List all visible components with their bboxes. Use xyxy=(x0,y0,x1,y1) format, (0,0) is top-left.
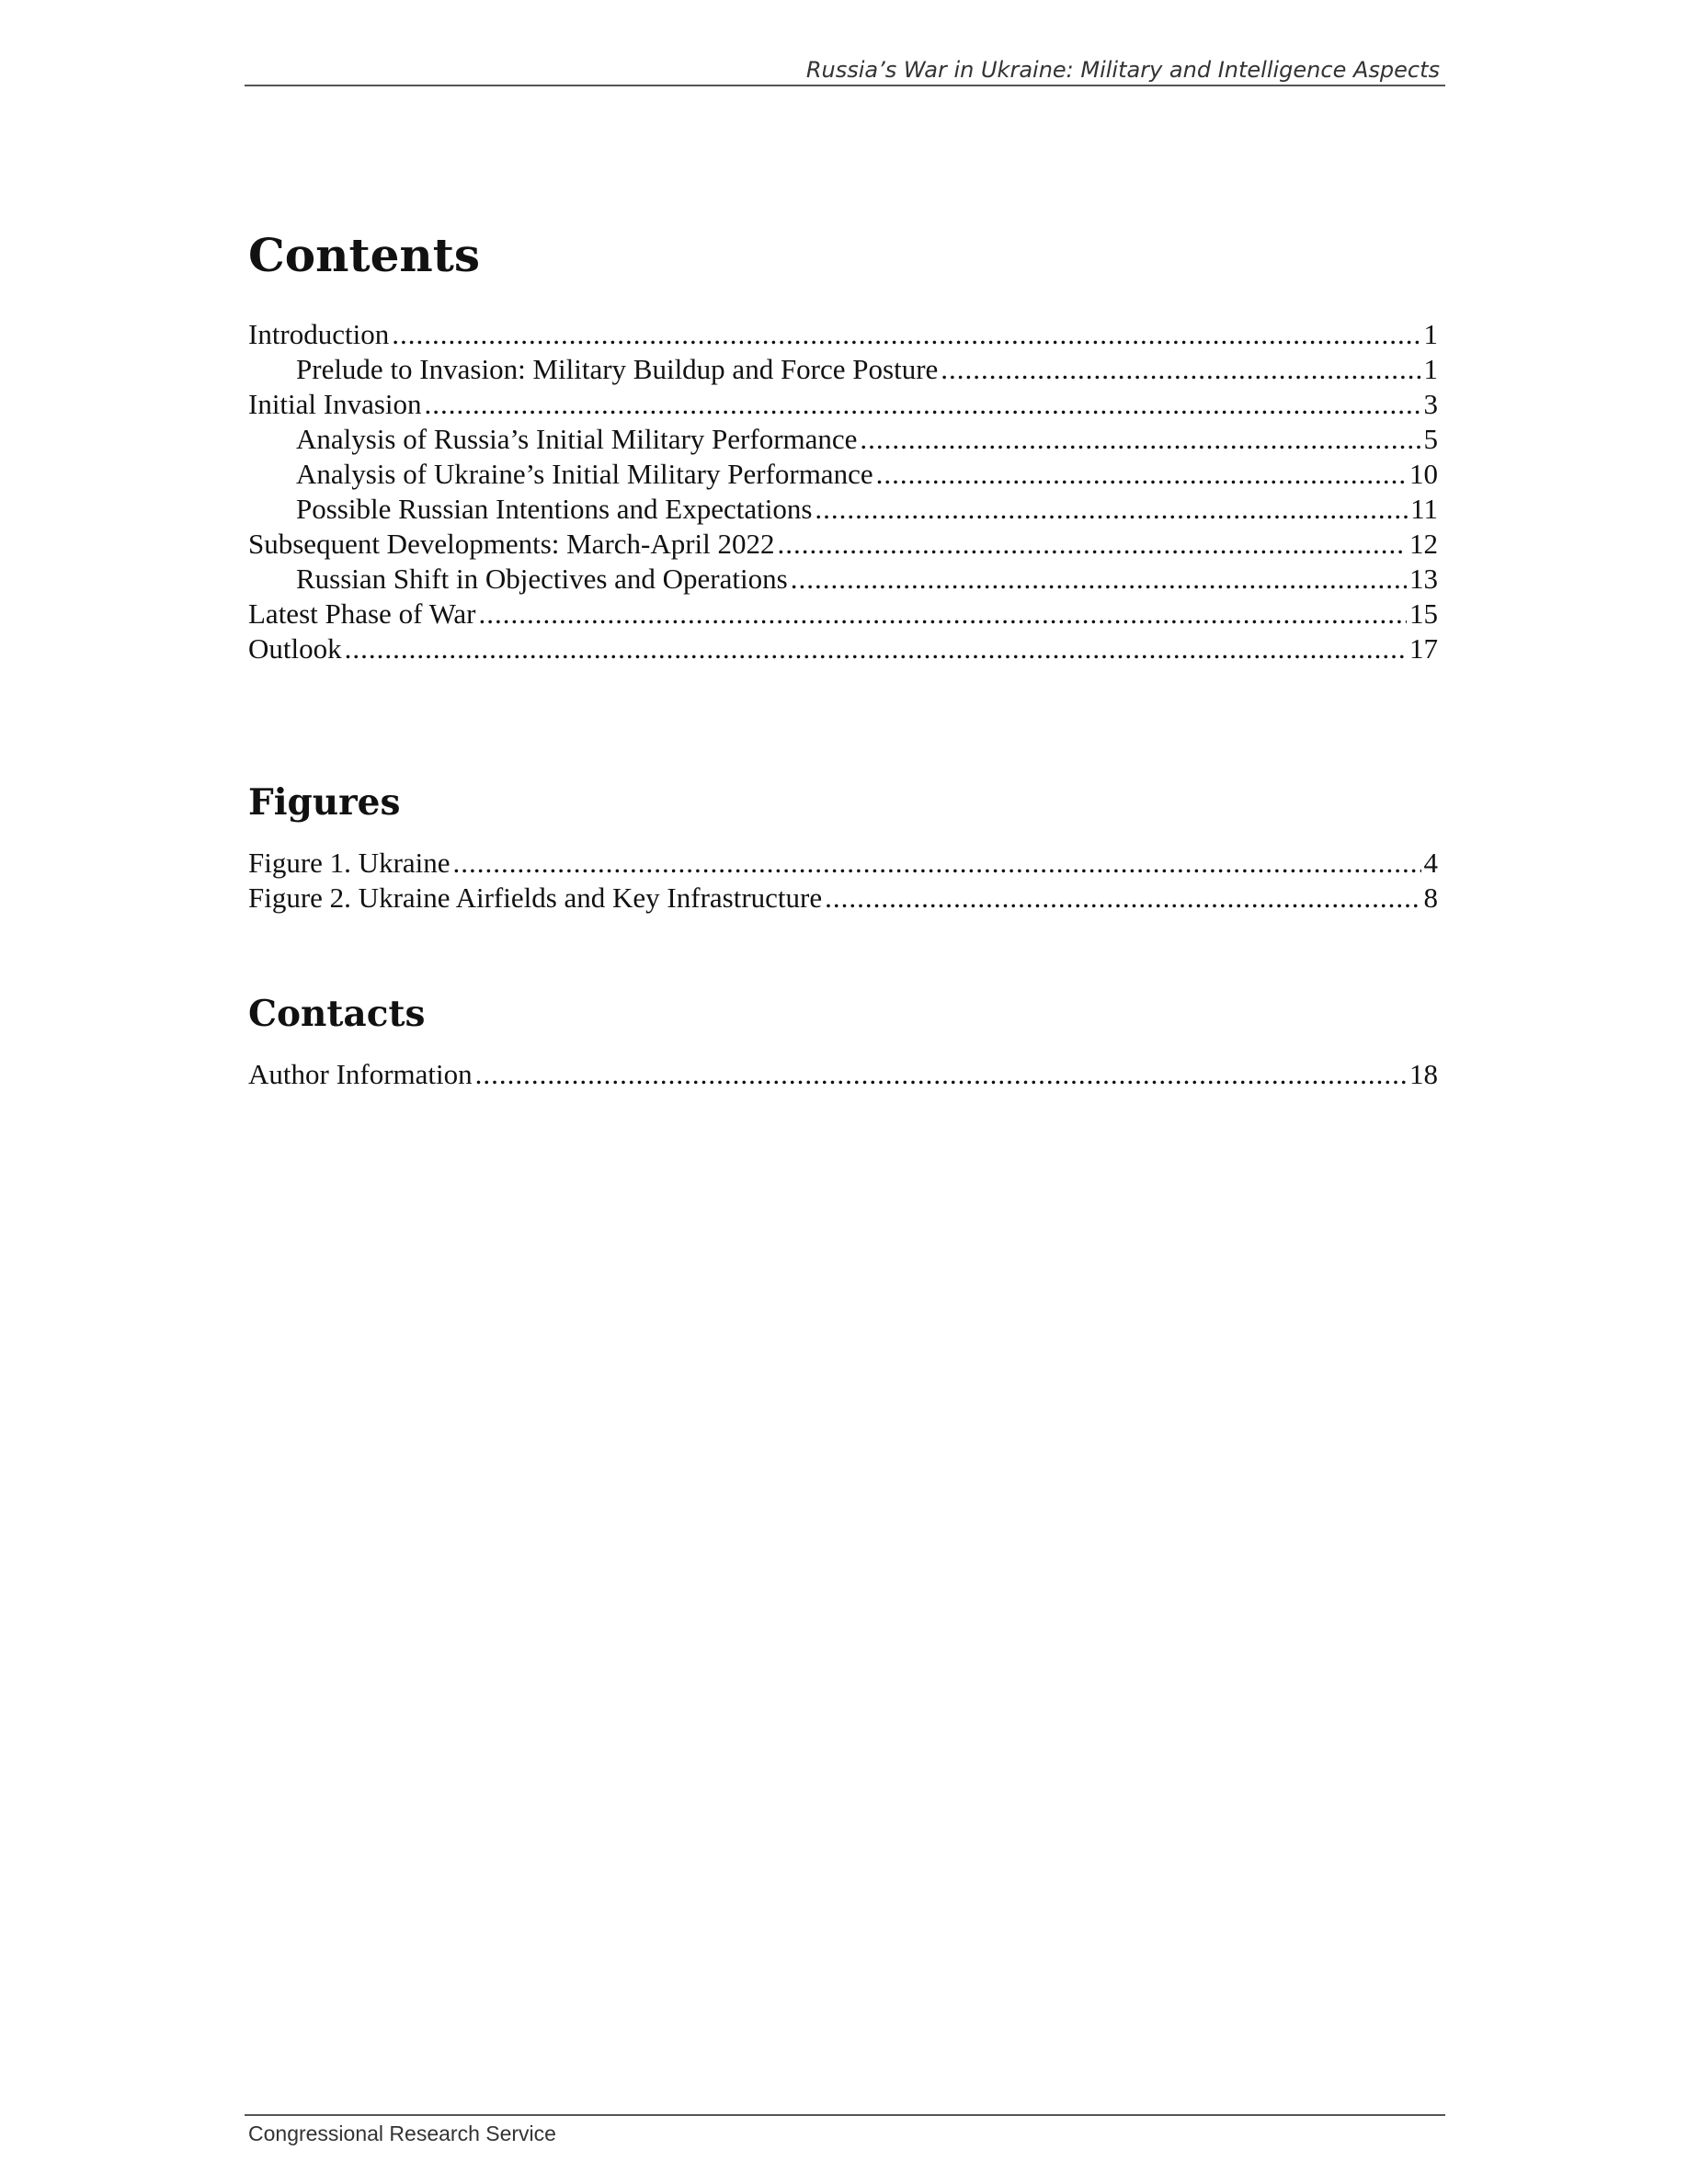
toc-entry[interactable] xyxy=(248,881,1438,916)
toc-entry[interactable] xyxy=(248,846,1438,881)
toc-entry-page-number: 1 xyxy=(1423,353,1438,385)
toc-entry-page-number: 17 xyxy=(1409,632,1438,665)
toc-entry-label: Analysis of Ukraine’s Initial Military Performance xyxy=(296,458,873,490)
toc-entry-page-number: 12 xyxy=(1409,528,1438,560)
page-header xyxy=(245,53,1445,86)
toc-entry-label: Subsequent Developments: March-April 2022 xyxy=(248,528,775,560)
footer-text: Congressional Research Service xyxy=(248,2121,556,2145)
toc-entry-label: Analysis of Russia’s Initial Military Performance xyxy=(296,423,858,455)
dot-leader xyxy=(453,846,1421,881)
toc-entry-label: Initial Invasion xyxy=(248,388,422,420)
dot-leader xyxy=(876,457,1407,492)
toc-entry[interactable] xyxy=(248,562,1438,597)
toc-entry-label: Introduction xyxy=(248,318,390,350)
toc-entry-page-number: 4 xyxy=(1423,847,1438,879)
toc-entry[interactable] xyxy=(248,317,1438,352)
toc-entry[interactable] xyxy=(248,527,1438,562)
toc-entry-label: Figure 2. Ukraine Airfields and Key Infrastructure xyxy=(248,882,823,914)
toc-entry-page-number: 10 xyxy=(1409,458,1438,490)
dot-leader xyxy=(860,422,1420,457)
toc-entry-label: Prelude to Invasion: Military Buildup and Force Posture xyxy=(296,353,939,385)
toc-entry[interactable] xyxy=(248,352,1438,387)
dot-leader xyxy=(478,597,1407,631)
toc-entry-page-number: 15 xyxy=(1409,597,1438,630)
dot-leader xyxy=(791,562,1407,597)
toc-entry-label: Possible Russian Intentions and Expectations xyxy=(296,493,813,525)
toc-entry[interactable] xyxy=(248,631,1438,666)
toc-entry-page-number: 3 xyxy=(1423,388,1438,420)
toc-entry-page-number: 1 xyxy=(1423,318,1438,350)
toc-entry[interactable] xyxy=(248,387,1438,422)
toc-entry[interactable] xyxy=(248,1057,1438,1092)
dot-leader xyxy=(778,527,1407,562)
toc-entry-label: Outlook xyxy=(248,632,342,665)
dot-leader xyxy=(345,631,1407,666)
figures-heading: Figures xyxy=(248,781,401,824)
toc-entry[interactable] xyxy=(248,422,1438,457)
dot-leader xyxy=(425,387,1421,422)
dot-leader xyxy=(941,352,1420,387)
figures-list xyxy=(248,846,1438,916)
toc-entry-page-number: 13 xyxy=(1409,563,1438,595)
toc-entry-page-number: 18 xyxy=(1409,1058,1438,1090)
toc-entry-label: Author Information xyxy=(248,1058,473,1090)
toc-entry-page-number: 8 xyxy=(1423,882,1438,914)
dot-leader xyxy=(475,1057,1407,1092)
toc-entry-page-number: 5 xyxy=(1423,423,1438,455)
toc-entry-label: Russian Shift in Objectives and Operations xyxy=(296,563,788,595)
toc-entry-label: Latest Phase of War xyxy=(248,597,476,630)
toc-entry-page-number: 11 xyxy=(1410,493,1438,525)
dot-leader xyxy=(392,317,1420,352)
contacts-list xyxy=(248,1057,1438,1092)
dot-leader xyxy=(825,881,1420,916)
page-footer xyxy=(245,2114,1445,2151)
running-title: Russia’s War in Ukraine: Military and Intelligence Aspects xyxy=(805,57,1440,83)
contents-list xyxy=(248,317,1438,666)
toc-entry[interactable] xyxy=(248,492,1438,527)
toc-entry[interactable] xyxy=(248,457,1438,492)
contents-heading: Contents xyxy=(248,228,481,282)
toc-entry-label: Figure 1. Ukraine xyxy=(248,847,451,879)
dot-leader xyxy=(815,492,1408,527)
contacts-heading: Contacts xyxy=(248,993,426,1035)
toc-entry[interactable] xyxy=(248,597,1438,631)
